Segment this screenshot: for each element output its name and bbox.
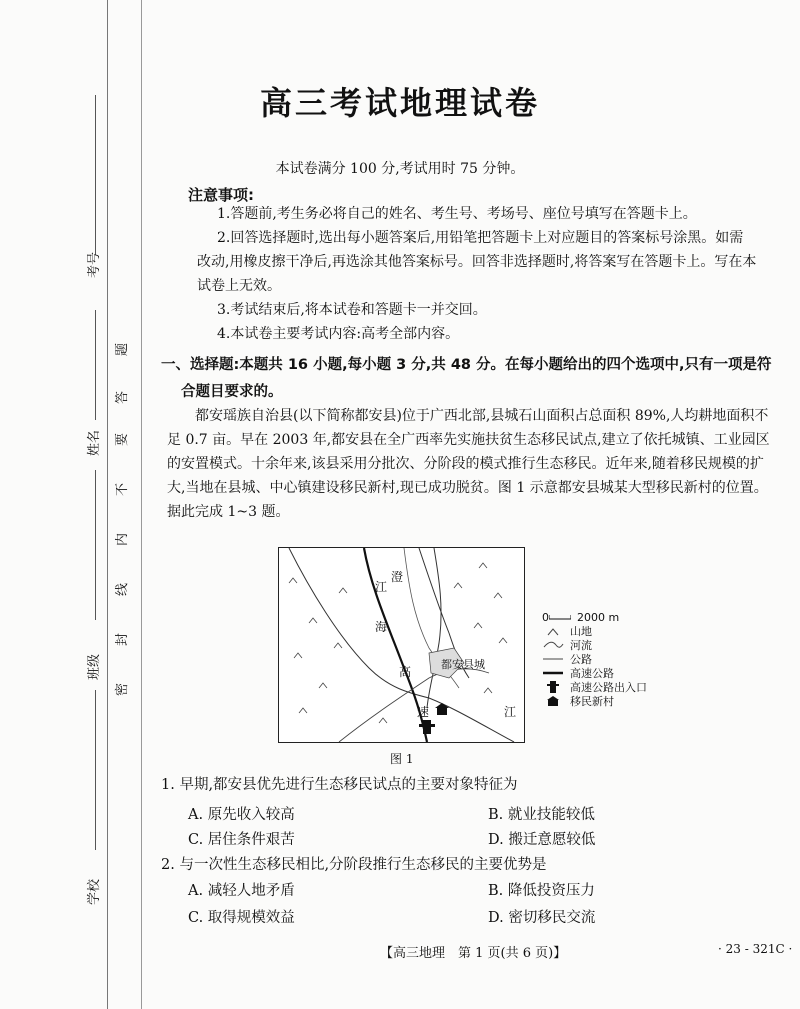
legend-item (542, 638, 647, 652)
class-label: 班级 (87, 653, 102, 680)
map-label: 澄 (391, 570, 404, 584)
map-label: 江 (375, 580, 388, 594)
road-line (339, 669, 489, 742)
notice-item: 2.回答选择题时,选出每小题答案后,用铅笔把答题卡上对应题目的答案标号涂黑。如需改动,用橡皮擦干净后,再选涂其他答案标号。回答非选择题时,将答案写在答题卡上。写在本试卷上无效。 (197, 230, 757, 294)
school-label: 学校 (87, 878, 102, 905)
legend-item (542, 652, 647, 666)
seal-char: 密 (115, 682, 131, 697)
scale-value: 2000 m (577, 610, 620, 624)
legend-item (542, 694, 647, 708)
option-d: D. 搬迁意愿较低 (488, 832, 596, 848)
resettlement-village-marker (435, 703, 449, 715)
road-icon (542, 653, 564, 665)
notice-item: 4.本试卷主要考试内容:高考全部内容。 (217, 326, 460, 342)
map-label: 都安县城 (441, 658, 485, 671)
seal-char: 题 (115, 342, 131, 357)
page-footer: 【高三地理 第 1 页(共 6 页)】 (380, 946, 567, 961)
seal-char: 不 (115, 482, 131, 497)
option-b: B. 就业技能较低 (488, 807, 595, 823)
road-line (427, 548, 441, 708)
section-heading (161, 352, 781, 406)
school-underline (95, 690, 96, 850)
map-legend (542, 610, 647, 708)
class-underline (95, 470, 96, 620)
name-label: 姓名 (87, 429, 102, 456)
margin-border-line (107, 0, 108, 1009)
seal-char: 要 (115, 432, 131, 447)
map-label: 海 (375, 620, 388, 634)
exam-subtitle: 本试卷满分 100 分,考试用时 75 分钟。 (275, 161, 525, 177)
map-figure (278, 547, 525, 743)
option-a: A. 减轻人地矛盾 (188, 883, 295, 899)
exam-code: · 23 - 321C · (718, 942, 793, 956)
section-heading-line: 一、选择题:本题共 16 小题,每小题 3 分,共 48 分。在每小题给出的四个选项中,只有一项是符 (161, 357, 772, 373)
seal-char: 答 (115, 390, 131, 405)
figure-caption: 图 1 (390, 752, 414, 766)
expressway-icon (542, 667, 564, 679)
exam-no-label: 考号 (87, 251, 102, 278)
question-stem: 2. 与一次性生态移民相比,分阶段推行生态移民的主要优势是 (161, 857, 547, 873)
legend-label: 高速公路出入口 (570, 681, 647, 694)
legend-label: 公路 (570, 653, 592, 666)
legend-item (542, 680, 647, 694)
notice-item: 3.考试结束后,将本试卷和答题卡一并交回。 (217, 302, 487, 318)
mountain-icon (542, 625, 564, 637)
legend-item (542, 624, 647, 638)
map-label: 速 (417, 705, 430, 719)
exam-title: 高三考试地理试卷 (259, 84, 540, 122)
name-underline (95, 310, 96, 420)
question-stem: 1. 早期,都安县优先进行生态移民试点的主要对象特征为 (161, 777, 518, 793)
scale-bar (542, 610, 647, 624)
legend-label: 山地 (570, 625, 592, 638)
notice-item: 1.答题前,考生务必将自己的姓名、考生号、考场号、座位号填写在答题卡上。 (217, 206, 697, 222)
legend-label: 河流 (570, 639, 592, 652)
seal-char: 封 (115, 632, 131, 647)
map-label: 高 (399, 665, 412, 679)
option-d: D. 密切移民交流 (488, 910, 596, 926)
option-b: B. 降低投资压力 (488, 883, 595, 899)
river-icon (542, 639, 564, 651)
legend-label: 高速公路 (570, 667, 614, 680)
option-c: C. 居住条件艰苦 (188, 832, 295, 848)
legend-item (542, 666, 647, 680)
option-a: A. 原先收入较高 (188, 807, 295, 823)
scale-zero: 0 (542, 610, 549, 624)
map-label: 江 (504, 705, 517, 719)
seal-char: 内 (115, 532, 131, 547)
question-passage: 都安瑶族自治县(以下简称都安县)位于广西北部,县城石山面积占总面积 89%,人均耕地面积不足 0.7 亩。早在 2003 年,都安县在全广西率先实施扶贫生态移民试点,建立了依托城镇、工业园区的安置模式。十余年来,该县采用分批次、分阶段的模式推行生态移民。近年来,随着移民规模的扩大,当地在县城、中心镇建设移民新村,现已成功脱贫。图 1 示意都安县城某大型移民新村的位置。据此完成 1~3 题。 (167, 408, 770, 520)
resettlement-village-icon (542, 695, 564, 707)
legend-label: 移民新村 (570, 695, 614, 708)
notice-heading: 注意事项: (188, 186, 254, 204)
section-heading-line: 合题目要求的。 (181, 384, 283, 400)
expressway-exit-icon (542, 681, 564, 693)
option-c: C. 取得规模效益 (188, 910, 295, 926)
seal-char: 线 (115, 582, 131, 597)
margin-border-line (141, 0, 142, 1009)
notice-list (197, 202, 757, 346)
